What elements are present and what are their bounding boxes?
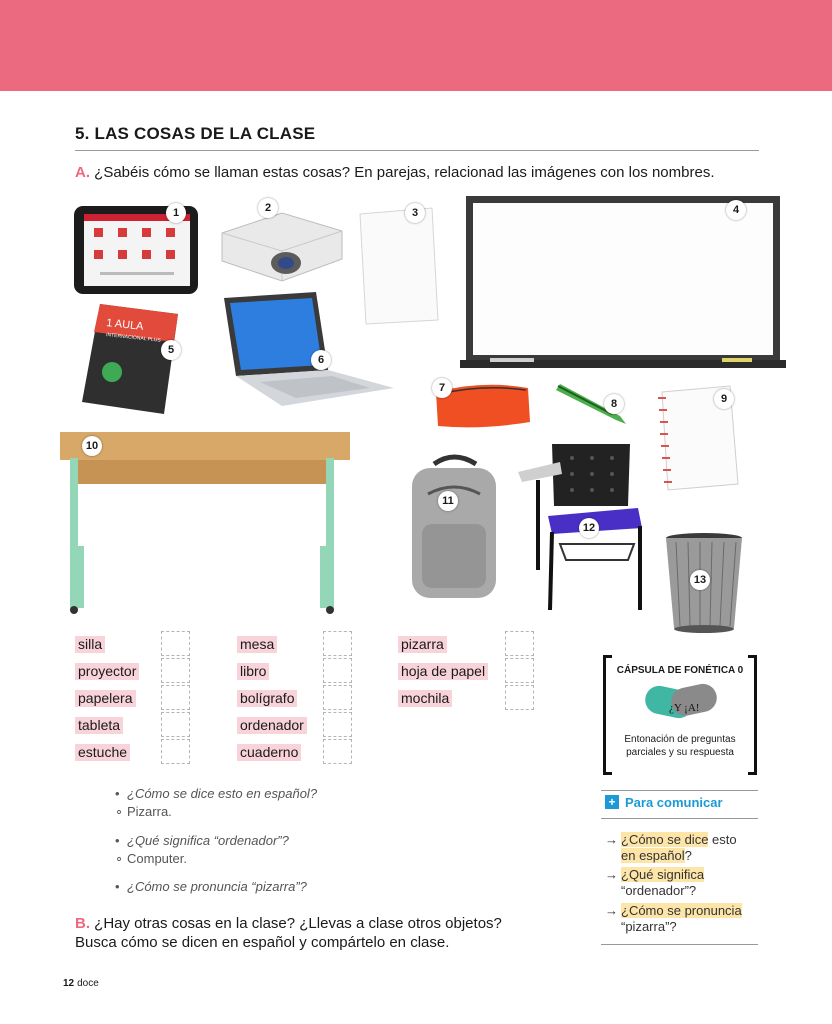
item-number-badge: 11 xyxy=(438,491,458,511)
item-number-badge: 9 xyxy=(714,389,734,409)
item-number-badge: 13 xyxy=(690,570,710,590)
answer-box[interactable] xyxy=(323,658,352,683)
example-line: ∘ Pizarra. xyxy=(115,804,172,819)
answer-box[interactable] xyxy=(323,685,352,710)
pill-capsule-icon xyxy=(641,682,721,722)
answer-box[interactable] xyxy=(161,658,190,683)
answer-box[interactable] xyxy=(323,712,352,737)
answer-box[interactable] xyxy=(505,685,534,710)
book-cover-title: 1 AULA xyxy=(105,317,145,333)
arrow-icon: → xyxy=(605,903,618,918)
word-label: mochila xyxy=(398,690,452,707)
answer-box[interactable] xyxy=(505,658,534,683)
capsule-title: CÁPSULA DE FONÉTICA 0 xyxy=(616,665,744,676)
item-number-badge: 7 xyxy=(432,378,452,398)
item-number-badge: 10 xyxy=(82,436,102,456)
word-label: mesa xyxy=(237,636,277,653)
projector-icon xyxy=(216,205,346,285)
answer-box[interactable] xyxy=(161,685,190,710)
item-number-badge: 8 xyxy=(604,394,624,414)
laptop-icon xyxy=(220,290,396,408)
phonetics-capsule[interactable] xyxy=(603,655,757,769)
book-cover-subtitle: INTERNACIONAL PLUS xyxy=(105,332,161,344)
word-label: ordenador xyxy=(237,717,307,734)
item-number-badge: 3 xyxy=(405,203,425,223)
answer-box[interactable] xyxy=(323,739,352,764)
item-number-badge: 12 xyxy=(579,518,599,538)
answer-box[interactable] xyxy=(323,631,352,656)
answer-box[interactable] xyxy=(161,739,190,764)
example-line: • ¿Qué significa “ordenador”? xyxy=(115,833,289,848)
comunicar-title: + Para comunicar xyxy=(605,795,723,810)
word-label: bolígrafo xyxy=(237,690,297,707)
comunicar-item: → ¿Cómo se dice esto en español? xyxy=(605,832,737,863)
comunicar-top-rule xyxy=(601,790,758,791)
answer-box[interactable] xyxy=(161,712,190,737)
answer-box[interactable] xyxy=(505,631,534,656)
part-b-instruction xyxy=(75,914,502,952)
desk-icon xyxy=(58,428,352,618)
word-label: silla xyxy=(75,636,105,653)
part-a-instruction xyxy=(75,164,715,181)
word-label: hoja de papel xyxy=(398,663,488,680)
item-number-badge: 4 xyxy=(726,200,746,220)
item-number-badge: 1 xyxy=(166,203,186,223)
book-icon xyxy=(78,302,178,416)
comunicar-item: → ¿Cómo se pronuncia “pizarra”? xyxy=(605,903,742,934)
comunicar-title-rule xyxy=(601,818,758,819)
top-color-band xyxy=(0,0,832,91)
part-a-text: ¿Sabéis cómo se llaman estas cosas? En parejas, relacionad las imágenes con los nombres. xyxy=(94,164,715,181)
plus-icon: + xyxy=(605,795,619,809)
part-b-line-2: Busca cómo se dicen en español y compártelo en clase. xyxy=(75,934,450,951)
arrow-icon: → xyxy=(605,867,618,882)
backpack-icon xyxy=(404,454,504,600)
capsule-subtitle: Entonación de preguntas parciales y su respuesta xyxy=(624,734,736,758)
word-label: cuaderno xyxy=(237,744,301,761)
word-label: papelera xyxy=(75,690,136,707)
example-line: • ¿Cómo se pronuncia “pizarra”? xyxy=(115,879,307,894)
page-number: 12 doce xyxy=(63,978,99,989)
word-label: libro xyxy=(237,663,269,680)
part-a-letter: A. xyxy=(75,164,90,181)
capsule-glyphs: ¿Y ¡A! xyxy=(669,702,700,714)
answer-box[interactable] xyxy=(161,631,190,656)
item-number-badge: 5 xyxy=(161,340,181,360)
section-title: 5. LAS COSAS DE LA CLASE xyxy=(75,124,316,143)
title-rule xyxy=(75,150,759,151)
example-line: • ¿Cómo se dice esto en español? xyxy=(115,786,318,801)
comunicar-item: → ¿Qué significa “ordenador”? xyxy=(605,867,705,898)
word-label: tableta xyxy=(75,717,123,734)
word-label: estuche xyxy=(75,744,130,761)
part-b-letter: B. xyxy=(75,915,90,932)
item-number-badge: 6 xyxy=(311,350,331,370)
item-number-badge: 2 xyxy=(258,198,278,218)
word-label: proyector xyxy=(75,663,139,680)
word-label: pizarra xyxy=(398,636,447,653)
part-b-line-1: ¿Hay otras cosas en la clase? ¿Llevas a clase otros objetos? xyxy=(94,915,502,932)
comunicar-bottom-rule xyxy=(601,944,758,945)
example-line: ∘ Computer. xyxy=(115,851,187,866)
arrow-icon: → xyxy=(605,832,618,847)
whiteboard-icon xyxy=(460,194,786,372)
